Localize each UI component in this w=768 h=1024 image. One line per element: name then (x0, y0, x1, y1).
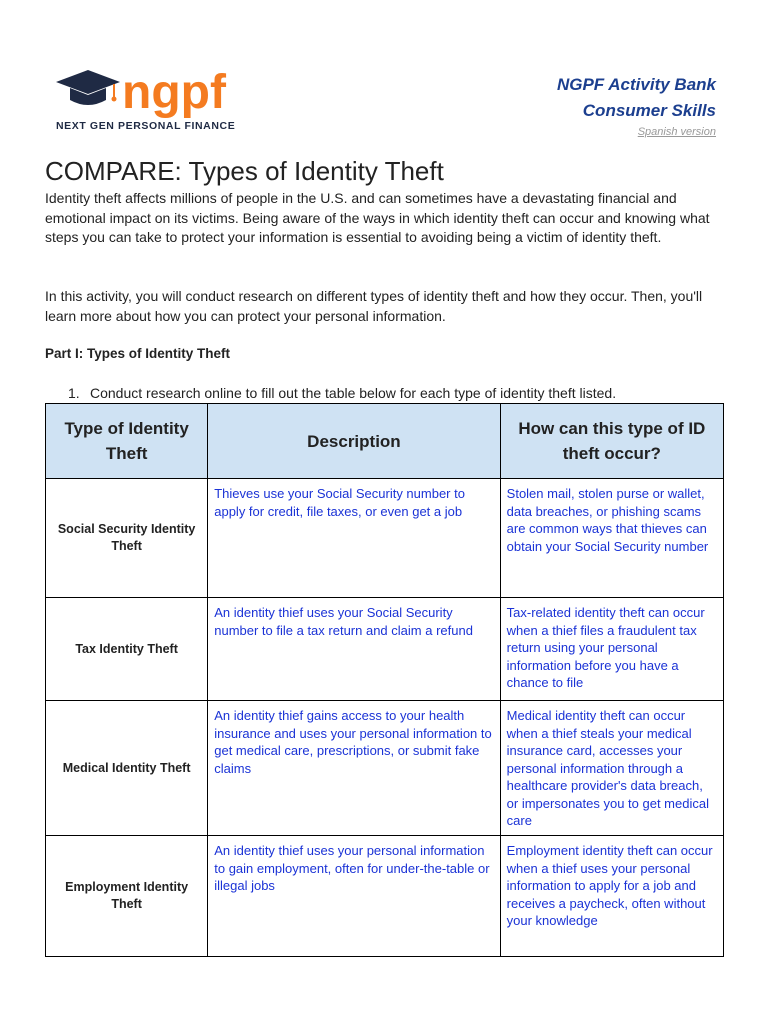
description-cell[interactable]: An identity thief uses your personal information to gain employment, often for under-the-table or illegal jobs (208, 836, 500, 957)
instruction-number: 1. (68, 385, 80, 401)
table-row (46, 598, 724, 701)
table-row (46, 479, 724, 598)
how-cell[interactable]: Medical identity theft can occur when a thief steals your medical insurance card, accesses your personal information through a healthcare provider's data breach, or impersonates you to get medical care (500, 701, 723, 836)
logo-tagline: NEXT GEN PERSONAL FINANCE (56, 120, 236, 132)
how-cell[interactable]: Stolen mail, stolen purse or wallet, data breaches, or phishing scams are common ways that thieves can obtain your Social Security number (500, 479, 723, 598)
activity-paragraph: In this activity, you will conduct research on different types of identity theft and how they occur. Then, you'll learn more about how you can protect your personal information. (45, 288, 703, 324)
header-how: How can this type of ID theft occur? (500, 404, 723, 479)
type-cell: Tax Identity Theft (46, 598, 208, 701)
type-cell: Social Security Identity Theft (46, 479, 208, 598)
identity-theft-table (45, 403, 724, 957)
description-cell[interactable]: Thieves use your Social Security number to apply for credit, file taxes, or even get a job (208, 479, 500, 598)
table-row (46, 701, 724, 836)
part-heading: Part I: Types of Identity Theft (45, 346, 231, 361)
instruction-text: Conduct research online to fill out the table below for each type of identity theft listed. (90, 385, 617, 401)
how-cell[interactable]: Employment identity theft can occur when a thief uses your personal information to apply for a job and receives a paycheck, often without your knowledge (500, 836, 723, 957)
activity-bank-label: NGPF Activity Bank (556, 75, 716, 94)
ngpf-logo (56, 64, 256, 136)
page-title: COMPARE: Types of Identity Theft (45, 156, 444, 186)
type-cell: Employment Identity Theft (46, 836, 208, 957)
description-cell[interactable]: An identity thief uses your Social Security number to file a tax return and claim a refund (208, 598, 500, 701)
table-row (46, 836, 724, 957)
description-cell[interactable]: An identity thief gains access to your health insurance and uses your personal information to get medical care, prescriptions, or submit fake claims (208, 701, 500, 836)
table-header-row (46, 404, 724, 479)
graduation-cap-icon (56, 64, 246, 118)
activity-header (557, 72, 716, 140)
header-description: Description (208, 404, 500, 479)
type-cell: Medical Identity Theft (46, 701, 208, 836)
logo-wordmark: ngpf (122, 66, 226, 118)
spanish-version-link[interactable]: Spanish version (637, 126, 716, 138)
header-type: Type of Identity Theft (46, 404, 208, 479)
category-label: Consumer Skills (582, 101, 716, 120)
how-cell[interactable]: Tax-related identity theft can occur when a thief files a fraudulent tax return using your personal information before you have a chance to file (500, 598, 723, 701)
intro-paragraph: Identity theft affects millions of people in the U.S. and can sometimes have a devastating financial and emotional impact on its victims. Being aware of the ways in which identity theft can occur and knowing what steps you can take to protect your information is essential to avoiding being a victim of identity theft. (45, 190, 710, 245)
